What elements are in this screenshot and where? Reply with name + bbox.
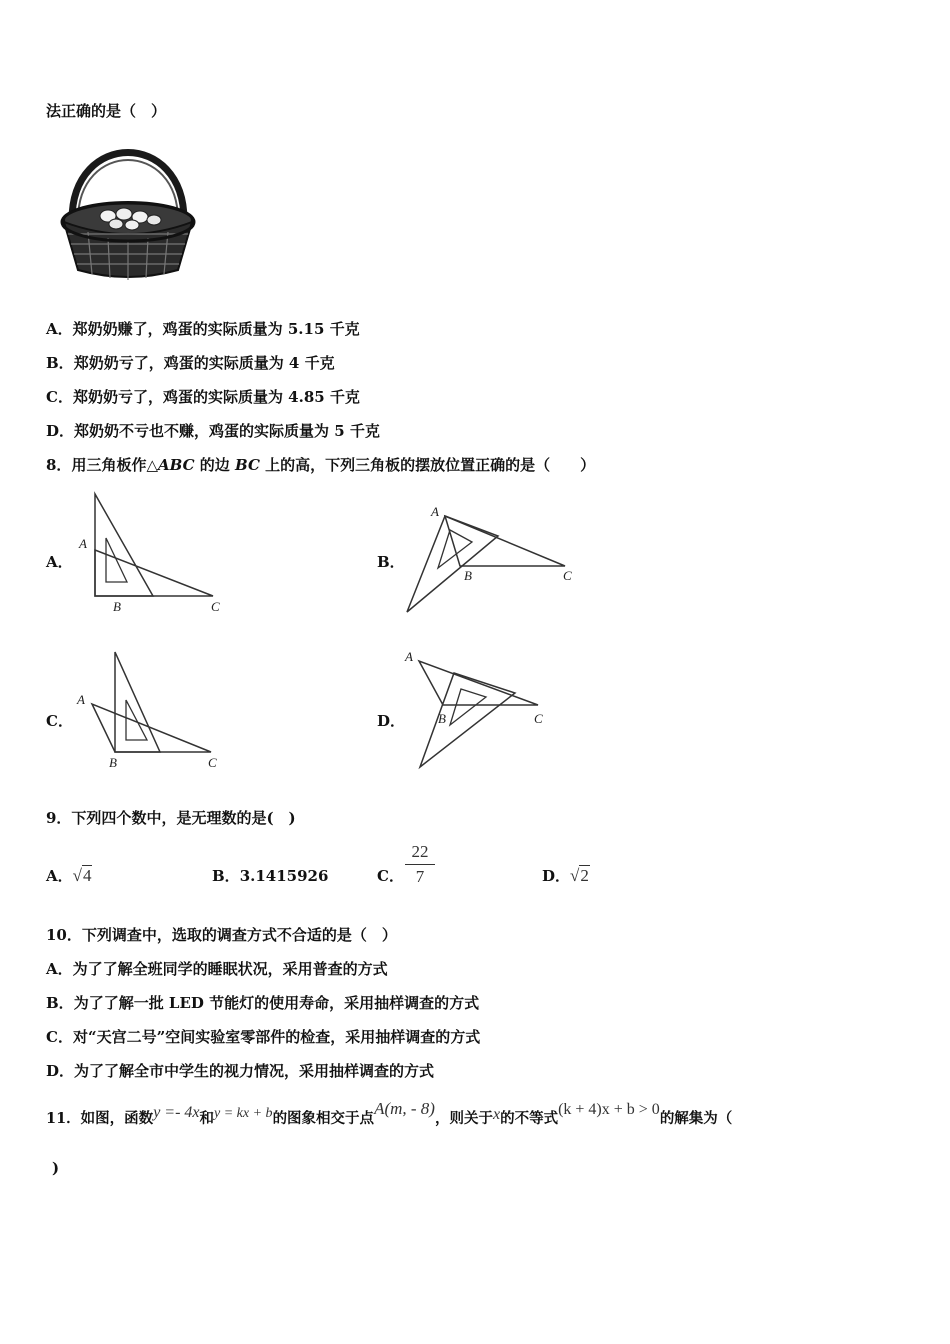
q8-option-c-label[interactable]: C．	[46, 712, 73, 730]
q9-option-a[interactable]: A．√4	[46, 866, 92, 885]
svg-text:C: C	[563, 568, 572, 583]
q11-stem: 11．如图，函数y =- 4x和y = kx + b的图象相交于点A(m, - 8)，则关于x的不等式(k + 4)x + b > 0的解集为（	[46, 1099, 733, 1127]
svg-text:A: A	[77, 692, 85, 707]
q10-option-a[interactable]: A．为了了解全班同学的睡眠状况，采用普查的方式	[46, 960, 388, 978]
q10-option-c[interactable]: C．对“天宫二号”空间实验室零部件的检查，采用抽样调查的方式	[46, 1028, 481, 1046]
svg-text:B: B	[113, 599, 121, 614]
svg-text:C: C	[534, 711, 543, 726]
svg-text:B: B	[109, 755, 117, 770]
q7-option-d[interactable]: D．郑奶奶不亏也不赚，鸡蛋的实际质量为 5 千克	[46, 422, 380, 440]
fraction-numerator: 22	[411, 842, 429, 861]
q10-stem: 10．下列调查中，选取的调查方式不合适的是（ ）	[46, 926, 397, 944]
q9-stem: 9．下列四个数中，是无理数的是( )	[46, 809, 296, 827]
svg-text:A: A	[431, 504, 439, 519]
fraction-denominator: 7	[415, 867, 425, 886]
q9-option-d[interactable]: D．√2	[542, 866, 589, 885]
q8-figure-b[interactable]	[400, 502, 590, 617]
q10-option-d[interactable]: D．为了了解全市中学生的视力情况，采用抽样调查的方式	[46, 1062, 435, 1080]
q10-option-b[interactable]: B．为了了解一批 LED 节能灯的使用寿命，采用抽样调查的方式	[46, 994, 480, 1012]
svg-text:C: C	[208, 755, 217, 770]
svg-text:A: A	[79, 536, 87, 551]
q11-close-paren: )	[52, 1159, 60, 1177]
q7-option-c[interactable]: C．郑奶奶亏了，鸡蛋的实际质量为 4.85 千克	[46, 388, 360, 406]
q8-option-a-label[interactable]: A．	[46, 553, 73, 571]
q9-option-c-label[interactable]: C．	[377, 867, 404, 885]
svg-text:C: C	[211, 599, 220, 614]
q7-stem-tail: 法正确的是（ ）	[46, 102, 167, 120]
q8-option-d-label[interactable]: D．	[377, 712, 406, 730]
egg-basket-image	[58, 142, 198, 282]
svg-text:B: B	[464, 568, 472, 583]
q8-figure-c[interactable]	[75, 648, 235, 773]
fraction-bar	[405, 864, 435, 865]
svg-text:B: B	[438, 711, 446, 726]
q8-figure-a[interactable]	[75, 490, 235, 615]
q8-figure-d[interactable]	[400, 645, 590, 770]
q7-option-a[interactable]: A．郑奶奶赚了，鸡蛋的实际质量为 5.15 千克	[46, 320, 360, 338]
q9-option-b[interactable]: B．3.1415926	[212, 867, 329, 885]
q8-option-b-label[interactable]: B．	[377, 553, 405, 571]
q7-option-b[interactable]: B．郑奶奶亏了，鸡蛋的实际质量为 4 千克	[46, 354, 335, 372]
q8-stem: 8．用三角板作△ABC 的边 BC 上的高，下列三角板的摆放位置正确的是（ ）	[46, 456, 596, 474]
svg-text:A: A	[405, 649, 413, 664]
q9-option-c-fraction[interactable]	[405, 842, 435, 887]
